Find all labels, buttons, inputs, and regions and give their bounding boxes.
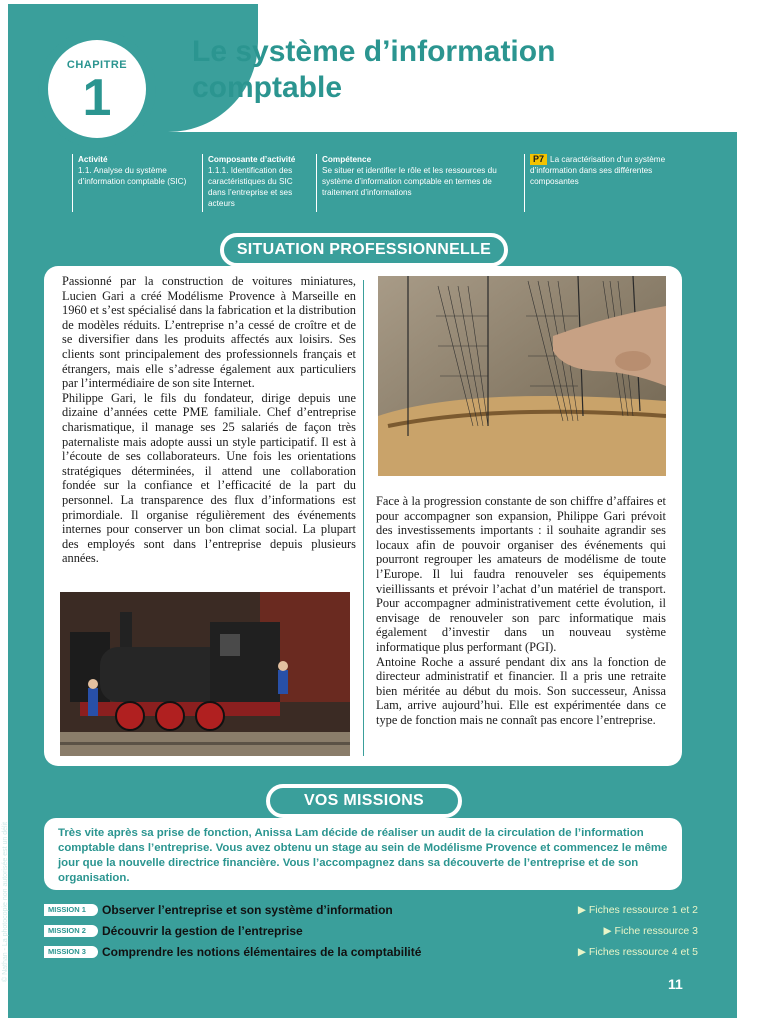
- mission-resource-link[interactable]: [578, 945, 698, 959]
- mission-resource-label: Fiches ressource 1 et 2: [588, 904, 698, 916]
- textbook-page: [8, 4, 737, 1018]
- missions-intro: Très vite après sa prise de fonction, Anissa Lam décide de réaliser un audit de la circulation de l’information comptable dans l’entreprise. Vous avez obtenu un stage au sein de Modélisme Provence et commencez le même jour que la nouvelle directrice financière. Vous l’accompagnez dans sa découverte de l’entreprise et de son organisation.: [58, 827, 668, 884]
- situation-left-column: [62, 274, 356, 566]
- situation-paragraph: Passionné par la construction de voitures miniatures, Lucien Gari a créé Modélisme Provence à Marseille en 1960 et s’est spécialisé dans la fabrication et la distribution de modèles réduits. L’entreprise n’a cessé de croître et de se diversifier dans les produits affectés aux loisirs. Ses clients sont principalement des professionnels français et étrangers, mais elle s’adresse également aux particuliers par l’intermédiaire de son site Internet.: [62, 274, 356, 391]
- mission-title: Découvrir la gestion de l’entreprise: [102, 924, 303, 938]
- arrow-right-icon: ▶: [577, 904, 589, 916]
- chapter-title-line2: comptable: [192, 71, 343, 104]
- objective-composante: [202, 154, 308, 212]
- chapter-title-line1: Le système d’information: [192, 35, 556, 68]
- mission-resource-label: Fiches ressource 4 et 5: [588, 946, 698, 958]
- objective-body: 1.1.1. Identification des caractéristiques du SIC dans l’entreprise et ses acteurs: [208, 166, 293, 208]
- page-number: 11: [668, 976, 683, 992]
- objective-body: Se situer et identifier le rôle et les ressources du système d’information comptable en termes de traitement d’informations: [322, 166, 497, 197]
- p7-badge: P7: [530, 154, 547, 165]
- chapter-number: 1: [82, 69, 112, 127]
- objective-activite: [72, 154, 193, 212]
- mission-row[interactable]: [44, 902, 704, 920]
- objective-body: La caractérisation d’un système d’information dans ses différentes composantes: [530, 155, 666, 186]
- chapter-label: CHAPITRE: [66, 59, 128, 71]
- mission-row[interactable]: [44, 923, 704, 941]
- situation-paragraph: Antoine Roche a assuré pendant dix ans la fonction de directeur administratif et financier. Il a pris une retraite bien méritée au début du mois. Son successeur, Anissa Lam, arrive aujourd’hui. Elle est expérimentée dans ce type de fonction mais ne connaît pas encore l’entreprise.: [376, 654, 666, 727]
- situation-heading: SITUATION PROFESSIONNELLE: [220, 233, 508, 267]
- objective-head: Activité: [78, 155, 108, 164]
- arrow-right-icon: ▶: [577, 946, 589, 958]
- mission-row[interactable]: [44, 944, 704, 962]
- column-divider: [363, 280, 364, 756]
- chapter-disc: [48, 40, 146, 138]
- mission-resource-link[interactable]: [604, 924, 698, 938]
- objective-head: Compétence: [322, 155, 372, 164]
- situation-right-column: [376, 494, 666, 728]
- mission-title: Observer l’entreprise et son système d’information: [102, 903, 393, 917]
- objective-head: Composante d’activité: [208, 155, 296, 164]
- situation-paragraph: Face à la progression constante de son chiffre d’affaires et pour accompagner son expansion, Philippe Gari prévoit des investissements importants : il souhaite agrandir ses locaux afin de pouvoir organiser des événements qui pourront regrouper les amateurs de modélisme de toute l’Europe. Il lui faudra renouveler ses équipements vieillissants et prévoir l’achat d’un matériel de transport. Pour accompagner administrativement cette évolution, il envisage de renouveler son parc informatique mais également d’investir dans un nouveau système informatique plus performant (PGI).: [376, 494, 666, 654]
- objectives-bar: [72, 154, 732, 214]
- arrow-right-icon: ▶: [603, 925, 615, 937]
- chapter-title: [192, 34, 722, 106]
- train-model-photo: [60, 592, 350, 756]
- mission-resource-label: Fiche ressource 3: [614, 925, 698, 937]
- ship-model-photo: [378, 276, 666, 476]
- objective-p7: [524, 154, 670, 212]
- missions-heading: VOS MISSIONS: [266, 784, 462, 818]
- mission-tag: MISSION 1: [44, 904, 98, 916]
- situation-paragraph: Philippe Gari, le fils du fondateur, dirige depuis une dizaine d’années cette PME familiale. Chef d’entreprise charismatique, il manage ses 25 salariés de façon très paternaliste mais adopte aussi un style participatif. Il est à l’écoute de ses collaborateurs. Une fois les orientations stratégiques déterminées, il attend une collaboration fondée sur la confiance et l’efficacité de la part du personnel. La transparence des flux d’informations est primordiale. Il organise régulièrement des événements internes pour conserver un bon climat social. La plupart des employés sont dans l’entreprise depuis plusieurs années.: [62, 390, 356, 566]
- mission-tag: MISSION 2: [44, 925, 98, 937]
- mission-tag: MISSION 3: [44, 946, 98, 958]
- copyright-note: © Nathan - La photocopie non autorisée est un délit: [2, 821, 9, 982]
- mission-title: Comprendre les notions élémentaires de la comptabilité: [102, 945, 422, 959]
- train-model-illustration: [60, 592, 350, 756]
- ship-model-illustration: [378, 276, 666, 476]
- objective-competence: [316, 154, 512, 212]
- mission-resource-link[interactable]: [578, 903, 698, 917]
- objective-body: 1.1. Analyse du système d’information comptable (SIC): [78, 166, 187, 186]
